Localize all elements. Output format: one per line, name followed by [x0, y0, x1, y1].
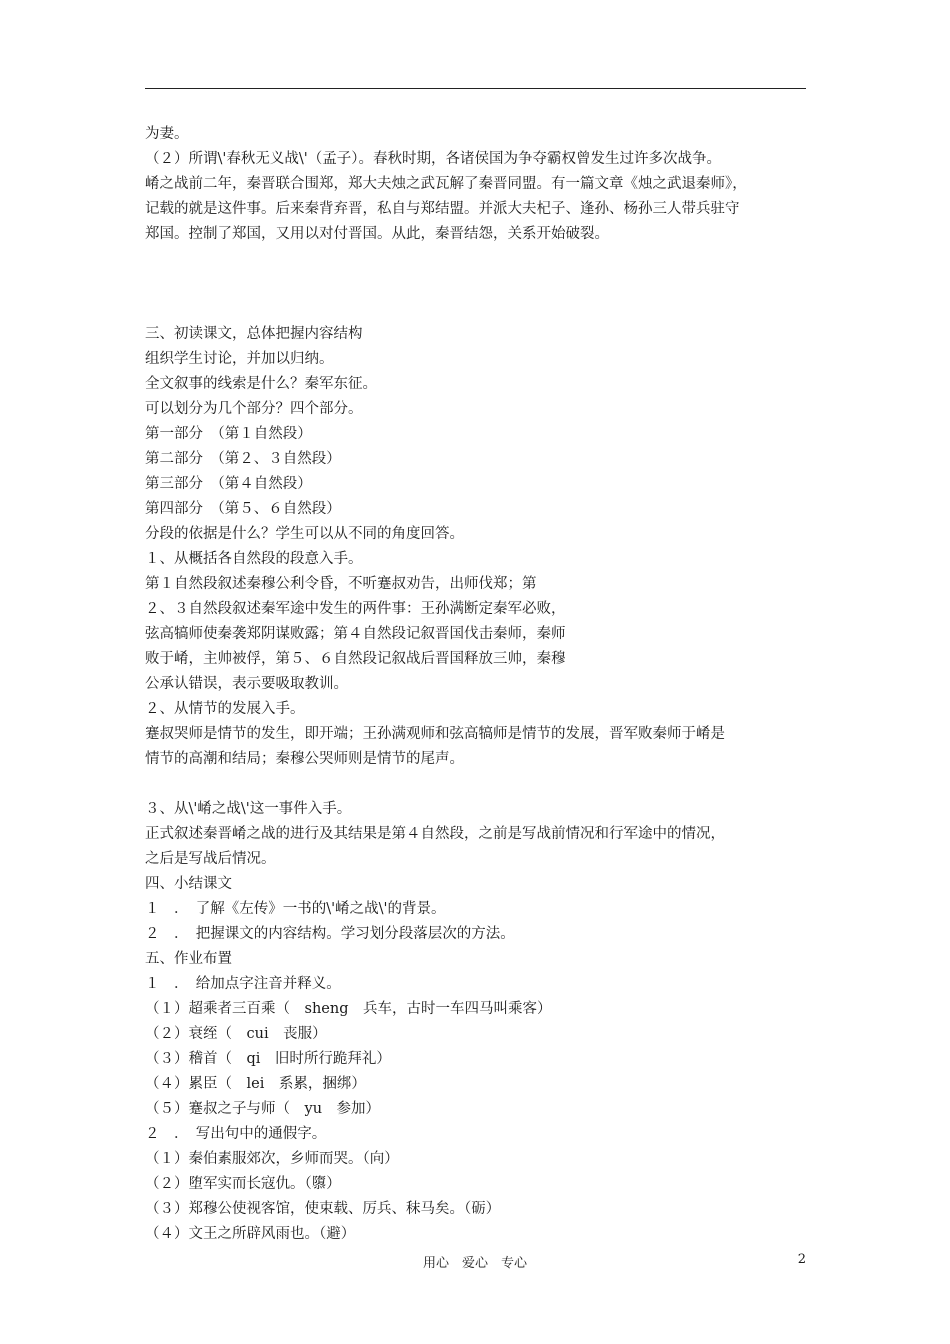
document-body [145, 122, 815, 1247]
text-line: 三、初读课文，总体把握内容结构 [145, 326, 363, 342]
header-rule [145, 88, 806, 89]
text-line: 分段的依据是什么？学生可以从不同的角度回答。 [145, 526, 464, 542]
text-line: 第二部分 （第２、３自然段） [145, 451, 341, 467]
blank-line [145, 247, 815, 272]
text-line: （４）文王之所辟风雨也。（避） [145, 1226, 356, 1242]
text-line: （１）秦伯素服郊次，乡师而哭。（向） [145, 1151, 399, 1167]
text-line: １、从概括各自然段的段意入手。 [145, 551, 363, 567]
text-line: ２、从情节的发展入手。 [145, 701, 305, 717]
text-line: （２）衰绖（ cui 丧服） [145, 1026, 327, 1042]
text-line: 记载的就是这件事。后来秦背弃晋，私自与郑结盟。并派大夫杞子、逢孙、杨孙三人带兵驻守 [145, 201, 740, 217]
text-line: 弦高犒师使秦袭郑阴谋败露；第４自然段记叙晋国伐击秦师，秦师 [145, 626, 566, 642]
text-line: 五、作业布置 [145, 951, 232, 967]
text-line: （３）稽首（ qi 旧时所行跪拜礼） [145, 1051, 391, 1067]
text-line: 郑国。控制了郑国，又用以对付晋国。从此，秦晋结怨，关系开始破裂。 [145, 226, 609, 242]
text-line: （３）郑穆公使视客馆，使束载、厉兵、秣马矣。（砺） [145, 1201, 501, 1217]
text-line: １ ． 给加点字注音并释义。 [145, 976, 341, 992]
text-line: 可以划分为几个部分？四个部分。 [145, 401, 363, 417]
text-line: 四、小结课文 [145, 876, 232, 892]
text-line: （４）累臣（ lei 系累，捆绑） [145, 1076, 366, 1092]
text-line: 正式叙述秦晋崤之战的进行及其结果是第４自然段，之前是写战前情况和行军途中的情况， [145, 826, 725, 842]
text-line: 之后是写战后情况。 [145, 851, 276, 867]
text-line: １ ． 了解《左传》一书的\'崤之战\'的背景。 [145, 901, 446, 917]
footer-motto: 用心 爱心 专心 [422, 1256, 527, 1271]
text-line: （２）堕军实而长寇仇。（隳） [145, 1176, 341, 1192]
text-line: ２ ． 写出句中的通假字。 [145, 1126, 327, 1142]
text-line: ２ ． 把握课文的内容结构。学习划分段落层次的方法。 [145, 926, 515, 942]
text-line: 第１自然段叙述秦穆公利令昏，不听蹇叔劝告，出师伐郑；第 [145, 576, 537, 592]
text-line: 蹇叔哭师是情节的发生，即开端；王孙满观师和弦高犒师是情节的发展，晋军败秦师于崤是 [145, 726, 725, 742]
text-line: 情节的高潮和结局；秦穆公哭师则是情节的尾声。 [145, 751, 464, 767]
text-line: 组织学生讨论，并加以归纳。 [145, 351, 334, 367]
blank-line [145, 772, 815, 797]
text-line: （５）蹇叔之子与师（ yu 参加） [145, 1101, 381, 1117]
text-line: 第三部分 （第４自然段） [145, 476, 312, 492]
text-line: 第四部分 （第５、６自然段） [145, 501, 341, 517]
blank-line [145, 297, 815, 322]
text-line: （２）所谓\'春秋无义战\'（孟子）。春秋时期，各诸侯国为争夺霸权曾发生过许多次战争。 [145, 151, 721, 167]
text-line: ２、３自然段叙述秦军途中发生的两件事：王孙满断定秦军必败， [145, 601, 566, 617]
text-line: 第一部分 （第１自然段） [145, 426, 312, 442]
text-line: （１）超乘者三百乘（ sheng 兵车，古时一车四马叫乘客） [145, 1001, 552, 1017]
text-line: 败于崤，主帅被俘，第５、６自然段记叙战后晋国释放三帅，秦穆 [145, 651, 566, 667]
text-line: 全文叙事的线索是什么？秦军东征。 [145, 376, 377, 392]
text-line: 公承认错误，表示要吸取教训。 [145, 676, 348, 692]
page-number: 2 [797, 1252, 806, 1267]
blank-line [145, 272, 815, 297]
text-line: 为妻。 [145, 126, 189, 142]
text-line: 崤之战前二年，秦晋联合围郑，郑大夫烛之武瓦解了秦晋同盟。有一篇文章《烛之武退秦师》， [145, 176, 747, 192]
text-line: ３、从\'崤之战\'这一事件入手。 [145, 801, 352, 817]
